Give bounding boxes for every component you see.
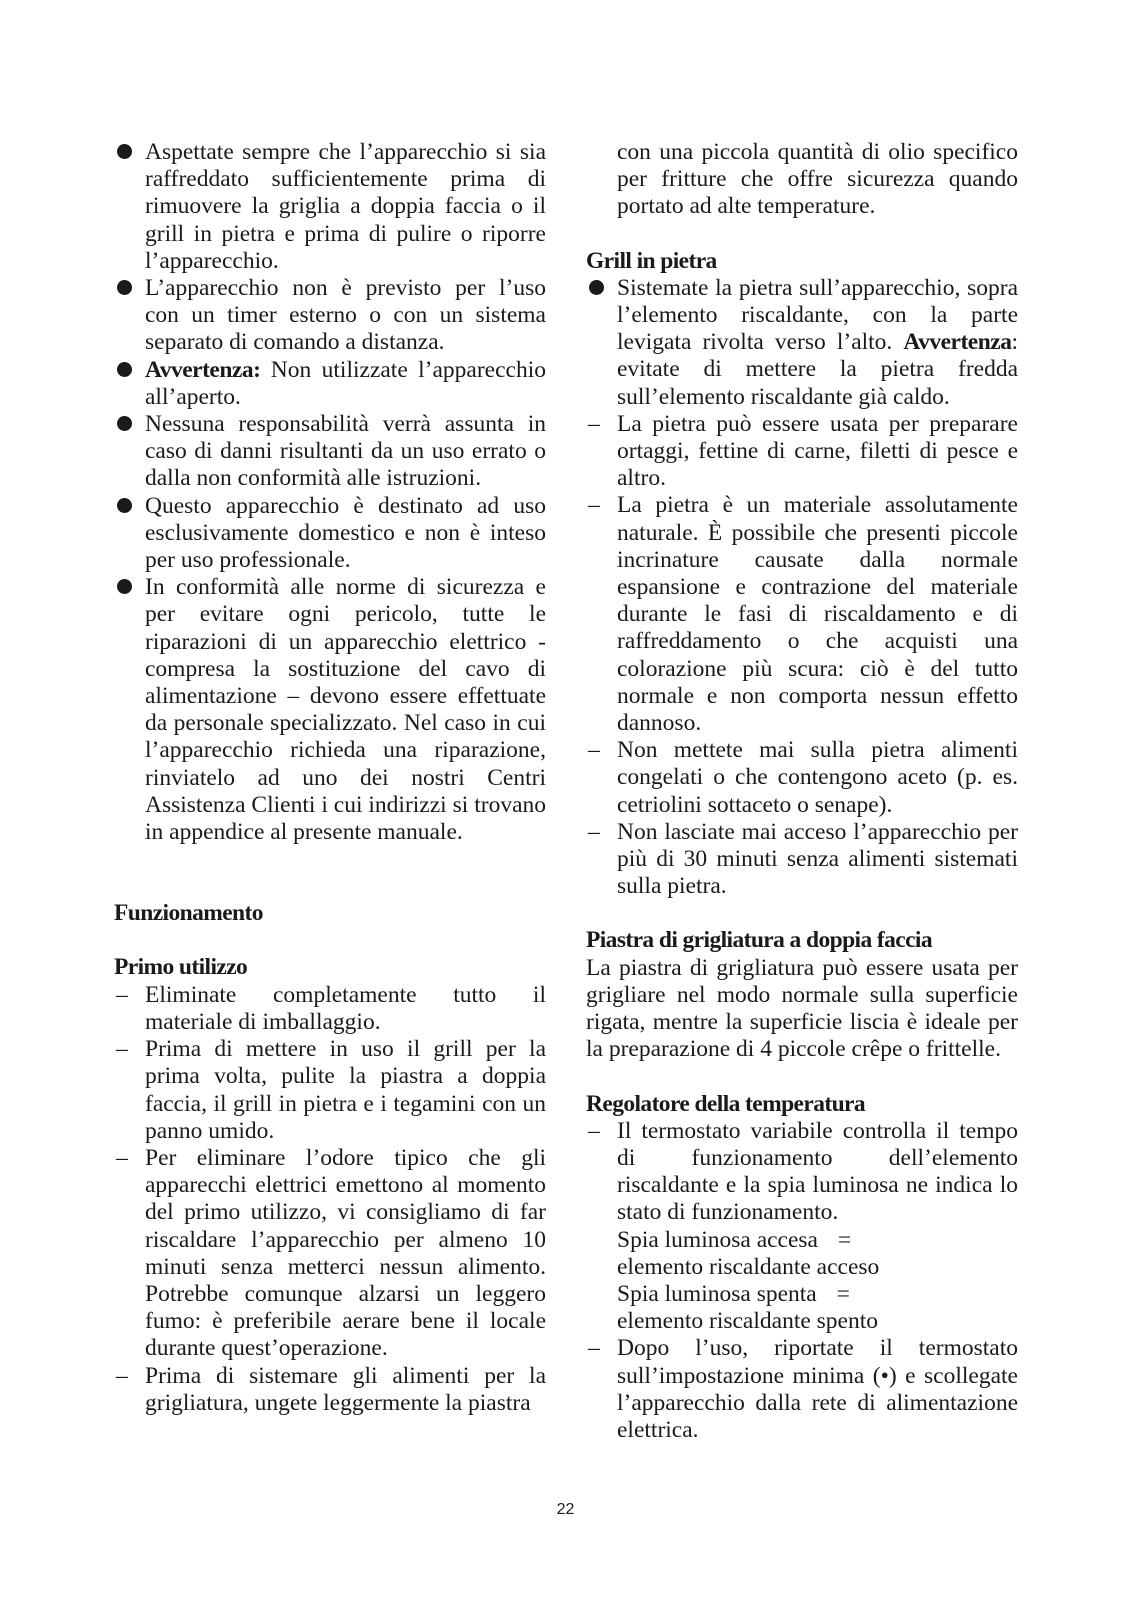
- item-text: La pietra è un materiale assolutamente naturale. È possibile che presenti piccole incrinature causate dalla normale espansione e contrazione del materiale durante le fasi di riscaldamento e di raffreddamento o che acquisti una colorazione più scura: ciò è del tutto normale e non comporta nessun effetto dannoso.: [617, 492, 1018, 737]
- list-item: [586, 1335, 1018, 1444]
- list-item: [586, 411, 1018, 493]
- list-item: [114, 1036, 546, 1145]
- bullet-text: : evitate di mettere la pietra fredda sull’elemento riscaldante già caldo.: [617, 329, 1018, 410]
- subsection-heading: Regolatore della temperatura: [586, 1090, 866, 1117]
- page-number: 22: [556, 1501, 575, 1518]
- list-item: [114, 275, 546, 357]
- list-item: [114, 1145, 546, 1363]
- item-text: Non mettete mai sulla pietra alimenti congelati o che contengono aceto (p. es. cetriolini sottaceto o senape).: [617, 737, 1018, 818]
- paragraph: La piastra di grigliatura può essere usata per grigliare nel modo normale sulla superficie rigata, mentre la superficie liscia è ideale per la preparazione di 4 piccole crêpe o frittelle.: [586, 954, 1018, 1063]
- item-text: Per eliminare l’odore tipico che gli apparecchi elettrici emettono al momento del primo utilizzo, vi consigliamo di far riscaldare l’apparecchio per almeno 10 minuti senza metterci nessun alimento. Potrebbe comunque alzarsi un leggero fumo: è preferibile aerare bene il locale durante quest’operazione.: [145, 1144, 546, 1362]
- item-text: Prima di sistemare gli alimenti per la grigliatura, ungete leggermente la piastra: [145, 1362, 546, 1416]
- list-item: [114, 493, 546, 575]
- bullet-text: Aspettate sempre che l’apparecchio si sia raffreddato sufficientemente prima di rimuovere la griglia a doppia faccia o il grill in pietra e prima di pulire o riporre l’apparecchio.: [145, 139, 546, 274]
- dash-marker: –: [588, 1117, 600, 1144]
- bullet-icon: [114, 411, 145, 438]
- bullet-icon: [114, 574, 145, 601]
- lamp-state-label: Spia luminosa accesa: [617, 1226, 818, 1253]
- bullet-text: L’apparecchio non è previsto per l’uso con un timer esterno o con un sistema separato di comando a distanza.: [145, 275, 546, 356]
- bullet-icon: [114, 275, 145, 302]
- left-column: [114, 139, 546, 1417]
- lamp-state-label: Spia luminosa spenta: [617, 1280, 817, 1307]
- list-item: [586, 1118, 1018, 1336]
- list-item: [114, 357, 546, 411]
- bullet-text: In conformità alle norme di sicurezza e per evitare ogni pericolo, tutte le riparazioni di un apparecchio elettrico - compresa la sostituzione del cavo di alimentazione – devono essere effettuate da personale specializzato. Nel caso in cui l’apparecchio richieda una riparazione, rinviatelo ad uno dei nostri Centri Assistenza Clienti i cui indirizzi si trovano in appendice al presente manuale.: [145, 574, 546, 846]
- dash-marker: –: [116, 981, 128, 1008]
- bullet-text: Non utilizzate l’apparecchio all’aperto.: [145, 356, 546, 410]
- item-text: La pietra può essere usata per preparare ortaggi, fettine di carne, filetti di pesce e altro.: [617, 410, 1018, 492]
- item-text: Eliminate completamente tutto il materiale di imballaggio.: [145, 981, 546, 1035]
- list-item: [114, 411, 546, 493]
- bullet-icon: [586, 275, 617, 302]
- bullet-text: Questo apparecchio è destinato ad uso esclusivamente domestico e non è inteso per uso professionale.: [145, 492, 546, 574]
- list-item: [114, 982, 546, 1036]
- list-item: [114, 139, 546, 275]
- equals-sign: =: [837, 1226, 852, 1253]
- subsection-heading: Primo utilizzo: [114, 954, 248, 981]
- bullet-text: Sistemate la pietra sull’apparecchio, sopra l’elemento riscaldante, con la parte levigata rivolta verso l’alto.: [617, 274, 1018, 356]
- list-item: [586, 275, 1018, 411]
- bullet-icon: [114, 493, 145, 520]
- list-item: [586, 492, 1018, 737]
- lamp-status-meaning: elemento riscaldante spento: [617, 1308, 879, 1335]
- bullet-icon: [114, 139, 145, 166]
- lamp-status-row: [617, 1227, 1018, 1254]
- equals-sign: =: [836, 1280, 850, 1307]
- item-text: con una piccola quantità di olio specifico per fritture che offre sicurezza quando portato ad alte temperature.: [617, 139, 1018, 220]
- lamp-status-meaning: elemento riscaldante acceso: [617, 1253, 880, 1280]
- item-text: Il termostato variabile controlla il tempo di funzionamento dell’elemento riscaldante e la spia luminosa ne indica lo stato di funzionamento.: [617, 1117, 1018, 1226]
- list-item: [114, 574, 546, 846]
- dash-marker: –: [116, 1144, 128, 1171]
- dash-marker: –: [588, 1335, 600, 1362]
- dash-marker: –: [588, 737, 600, 764]
- bullet-icon: [114, 357, 145, 384]
- dash-marker: –: [116, 1036, 128, 1063]
- dash-marker: –: [116, 1362, 128, 1389]
- right-column: [586, 139, 1018, 1444]
- item-text: Prima di mettere in uso il grill per la prima volta, pulite la piastra a doppia faccia, il grill in pietra e i tegamini con un panno umido.: [145, 1036, 546, 1144]
- item-text: Dopo l’uso, riportate il termostato sull’impostazione minima (•) e scollegate l’apparecchio dalla rete di alimentazione elettrica.: [617, 1335, 1018, 1443]
- warning-label: Avvertenza:: [145, 356, 261, 383]
- continuation-text: [586, 139, 1018, 221]
- lamp-status-row: [617, 1281, 1018, 1308]
- bullet-text: Nessuna responsabilità verrà assunta in caso di danni risultanti da un uso errato o dalla non conformità alle istruzioni.: [145, 411, 546, 492]
- dash-marker: –: [588, 410, 600, 437]
- dash-marker: –: [588, 492, 600, 519]
- subsection-heading: Grill in pietra: [586, 247, 717, 274]
- section-heading: Funzionamento: [114, 900, 263, 927]
- item-text: Non lasciate mai acceso l’apparecchio per più di 30 minuti senza alimenti sistemati sulla pietra.: [617, 818, 1018, 900]
- list-item: [586, 737, 1018, 819]
- list-item: [114, 1363, 546, 1417]
- dash-marker: –: [588, 818, 600, 845]
- warning-label: Avvertenza: [903, 329, 1012, 356]
- list-item: [586, 819, 1018, 901]
- subsection-heading: Piastra di grigliatura a doppia faccia: [586, 927, 933, 954]
